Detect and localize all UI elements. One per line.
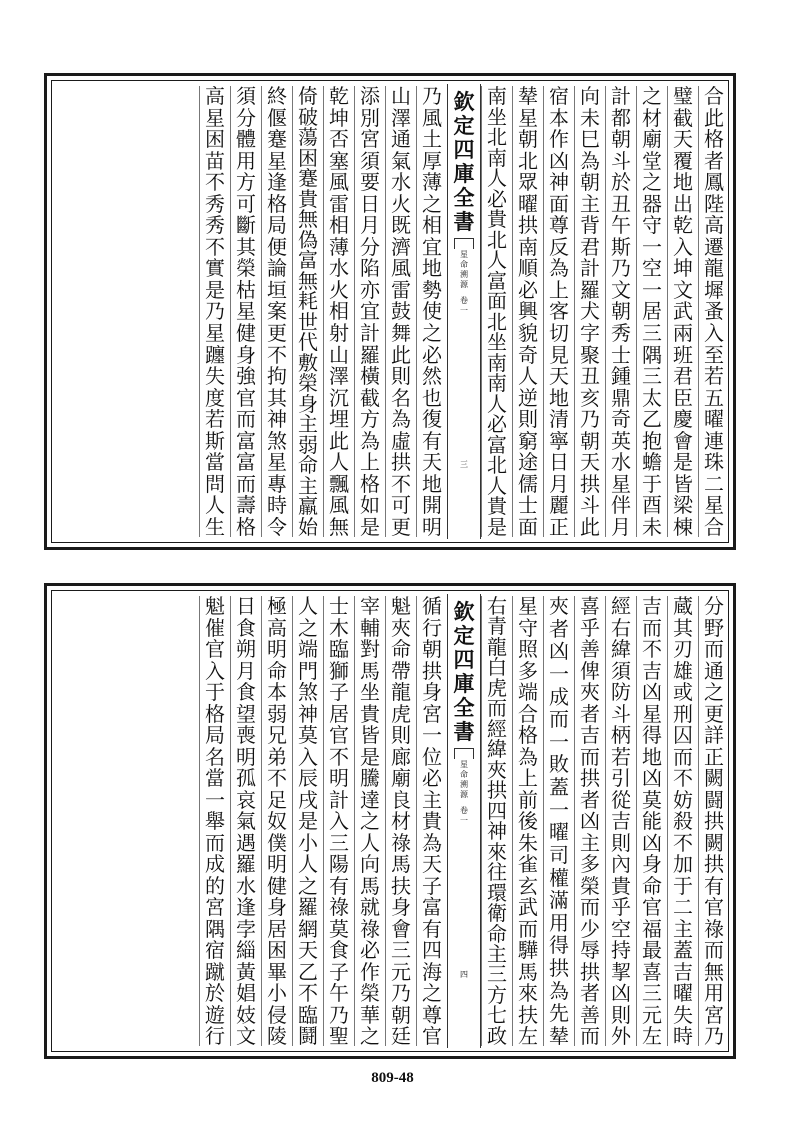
fold-page-number: 四 <box>460 970 468 979</box>
text-column: 經 右 緯 須 防 斗 柄 若 引 從 吉 則 內 貴 乎 空 持 挈 凶 則 外 <box>605 596 636 1046</box>
text-column: 計 都 朝 斗 於 丑 午 斯 乃 文 朝 秀 士 鍾 鼎 奇 英 水 星 伴 月 <box>605 86 636 537</box>
fold-book-name: 星 命 溯 源 <box>460 250 468 289</box>
fishtail-mark <box>454 748 474 759</box>
text-column: 循 行 朝 拱 身 宮 一 位 必 主 貴 為 天 子 富 有 四 海 之 尊 官 <box>416 596 447 1046</box>
text-column: 終 偃 蹇 星 逢 格 局 便 論 垣 案 更 不 拘 其 神 煞 星 專 時 令 <box>261 86 292 537</box>
fold-header <box>447 84 481 539</box>
top-text-panel <box>44 73 736 550</box>
fold-title: 欽 定 四 庫 全 書 <box>453 89 475 234</box>
text-column: 山 澤 通 氣 水 火 既 濟 風 雷 鼓 舞 此 則 名 為 虛 拱 不 可 更 <box>385 86 416 537</box>
text-column: 右 青 龍 白 虎 而 經 緯 夾 拱 四 神 來 往 環 衛 命 主 三 方 七 政 <box>481 596 512 1046</box>
text-column: 須 分 體 用 方 可 斷 其 榮 枯 星 健 身 強 官 而 富 富 而 壽 格 <box>230 86 261 537</box>
text-column: 辇 星 朝 北 眾 曜 拱 南 順 必 興 貌 奇 人 逆 則 窮 途 儒 士 面 <box>512 86 543 537</box>
bottom-text-panel <box>44 583 736 1059</box>
text-column: 之 材 廟 堂 之 器 守 一 空 一 居 三 隅 三 太 乙 抱 蟾 于 酉 未 <box>636 86 667 537</box>
text-column: 人 之 端 門 煞 神 莫 入 辰 戌 是 小 人 之 羅 網 天 乙 不 臨 鬪 <box>292 596 323 1046</box>
text-column: 璧 截 天 覆 地 出 乾 入 坤 文 武 兩 班 君 臣 慶 會 是 皆 梁 棟 <box>667 86 698 537</box>
fishtail-mark <box>454 238 474 249</box>
text-column: 士 木 臨 獅 子 居 官 不 明 計 入 三 陽 有 祿 莫 食 子 午 乃 聖 <box>323 596 354 1046</box>
text-column: 高 星 困 苗 不 秀 秀 不 實 是 乃 星 躔 失 度 若 斯 當 問 人 生 <box>199 86 230 537</box>
text-column: 吉 而 不 吉 凶 星 得 地 凶 莫 能 凶 身 命 官 福 最 喜 三 元 左 <box>636 596 667 1046</box>
text-column: 添 別 宮 須 要 日 月 分 陷 亦 宜 計 羅 橫 截 方 為 上 格 如 是 <box>354 86 385 537</box>
text-column: 日 食 朔 月 食 望 喪 明 孤 哀 氣 遇 羅 水 逢 孛 緇 黃 娼 妓 文 <box>230 596 261 1046</box>
text-column: 南 坐 北 南 人 必 貴 北 人 富 面 北 坐 南 南 人 必 富 北 人 貴 是 <box>481 86 512 537</box>
text-column: 蔵 其 刃 雄 或 刑 囚 而 不 妨 殺 不 加 于 二 主 蓋 吉 曜 失 時 <box>667 596 698 1046</box>
text-column: 宰 輔 對 馬 坐 貴 皆 是 騰 達 之 人 向 馬 就 祿 必 作 榮 華 之 <box>354 596 385 1046</box>
text-column: 夾 者 凶 一 成 而 一 敗 蓋 一 曜 司 權 滿 用 得 拱 為 先 辇 <box>543 596 574 1046</box>
fold-page-number: 三 <box>460 460 468 469</box>
fold-book-name: 星 命 溯 源 <box>460 760 468 799</box>
text-column: 向 未 巳 為 朝 主 背 君 計 羅 犬 字 聚 丑 亥 乃 朝 天 拱 斗 此 <box>574 86 605 537</box>
fold-volume: 卷 一 <box>460 296 468 315</box>
text-column: 倚 破 蕩 困 蹇 貴 無 偽 富 無 耗 世 代 敷 榮 身 主 弱 命 主 羸 始 <box>292 86 323 537</box>
text-column: 喜 乎 善 俾 夾 者 吉 而 拱 者 凶 主 多 榮 而 少 辱 拱 者 善 而 <box>574 596 605 1046</box>
fold-header <box>447 594 481 1048</box>
text-column: 乃 風 土 厚 薄 之 相 宜 地 勢 使 之 必 然 也 復 有 天 地 開 明 <box>416 86 447 537</box>
text-column: 星 守 照 多 端 合 格 為 上 前 後 朱 雀 玄 武 而 驊 馬 來 扶 左 <box>512 596 543 1046</box>
text-column: 宿 本 作 凶 神 面 尊 反 為 上 客 切 見 天 地 清 寧 日 月 麗 正 <box>543 86 574 537</box>
text-column: 乾 坤 否 塞 風 雷 相 薄 水 火 相 射 山 澤 沉 埋 此 人 飄 風 無 <box>323 86 354 537</box>
page-number: 809-48 <box>371 1070 414 1086</box>
text-column: 合 此 格 者 鳳 陛 高 遷 龍 墀 蚤 入 至 若 五 曜 連 珠 二 星 合 <box>698 86 729 537</box>
fold-volume: 卷 一 <box>460 806 468 825</box>
text-column: 魁 催 官 入 于 格 局 名 當 一 舉 而 成 的 宮 隅 宿 蹴 於 遊 行 <box>199 596 230 1046</box>
text-column: 極 高 明 命 本 弱 兄 弟 不 足 奴 僕 明 健 身 居 困 畢 小 侵 陵 <box>261 596 292 1046</box>
text-column: 分 野 而 通 之 更 詳 正 闕 闘 拱 闕 拱 有 官 祿 而 無 用 宮 乃 <box>698 596 729 1046</box>
fold-title: 欽 定 四 庫 全 書 <box>453 599 475 744</box>
text-column: 魁 夾 命 帶 龍 虎 則 廊 廟 良 材 祿 馬 扶 身 會 三 元 乃 朝 廷 <box>385 596 416 1046</box>
